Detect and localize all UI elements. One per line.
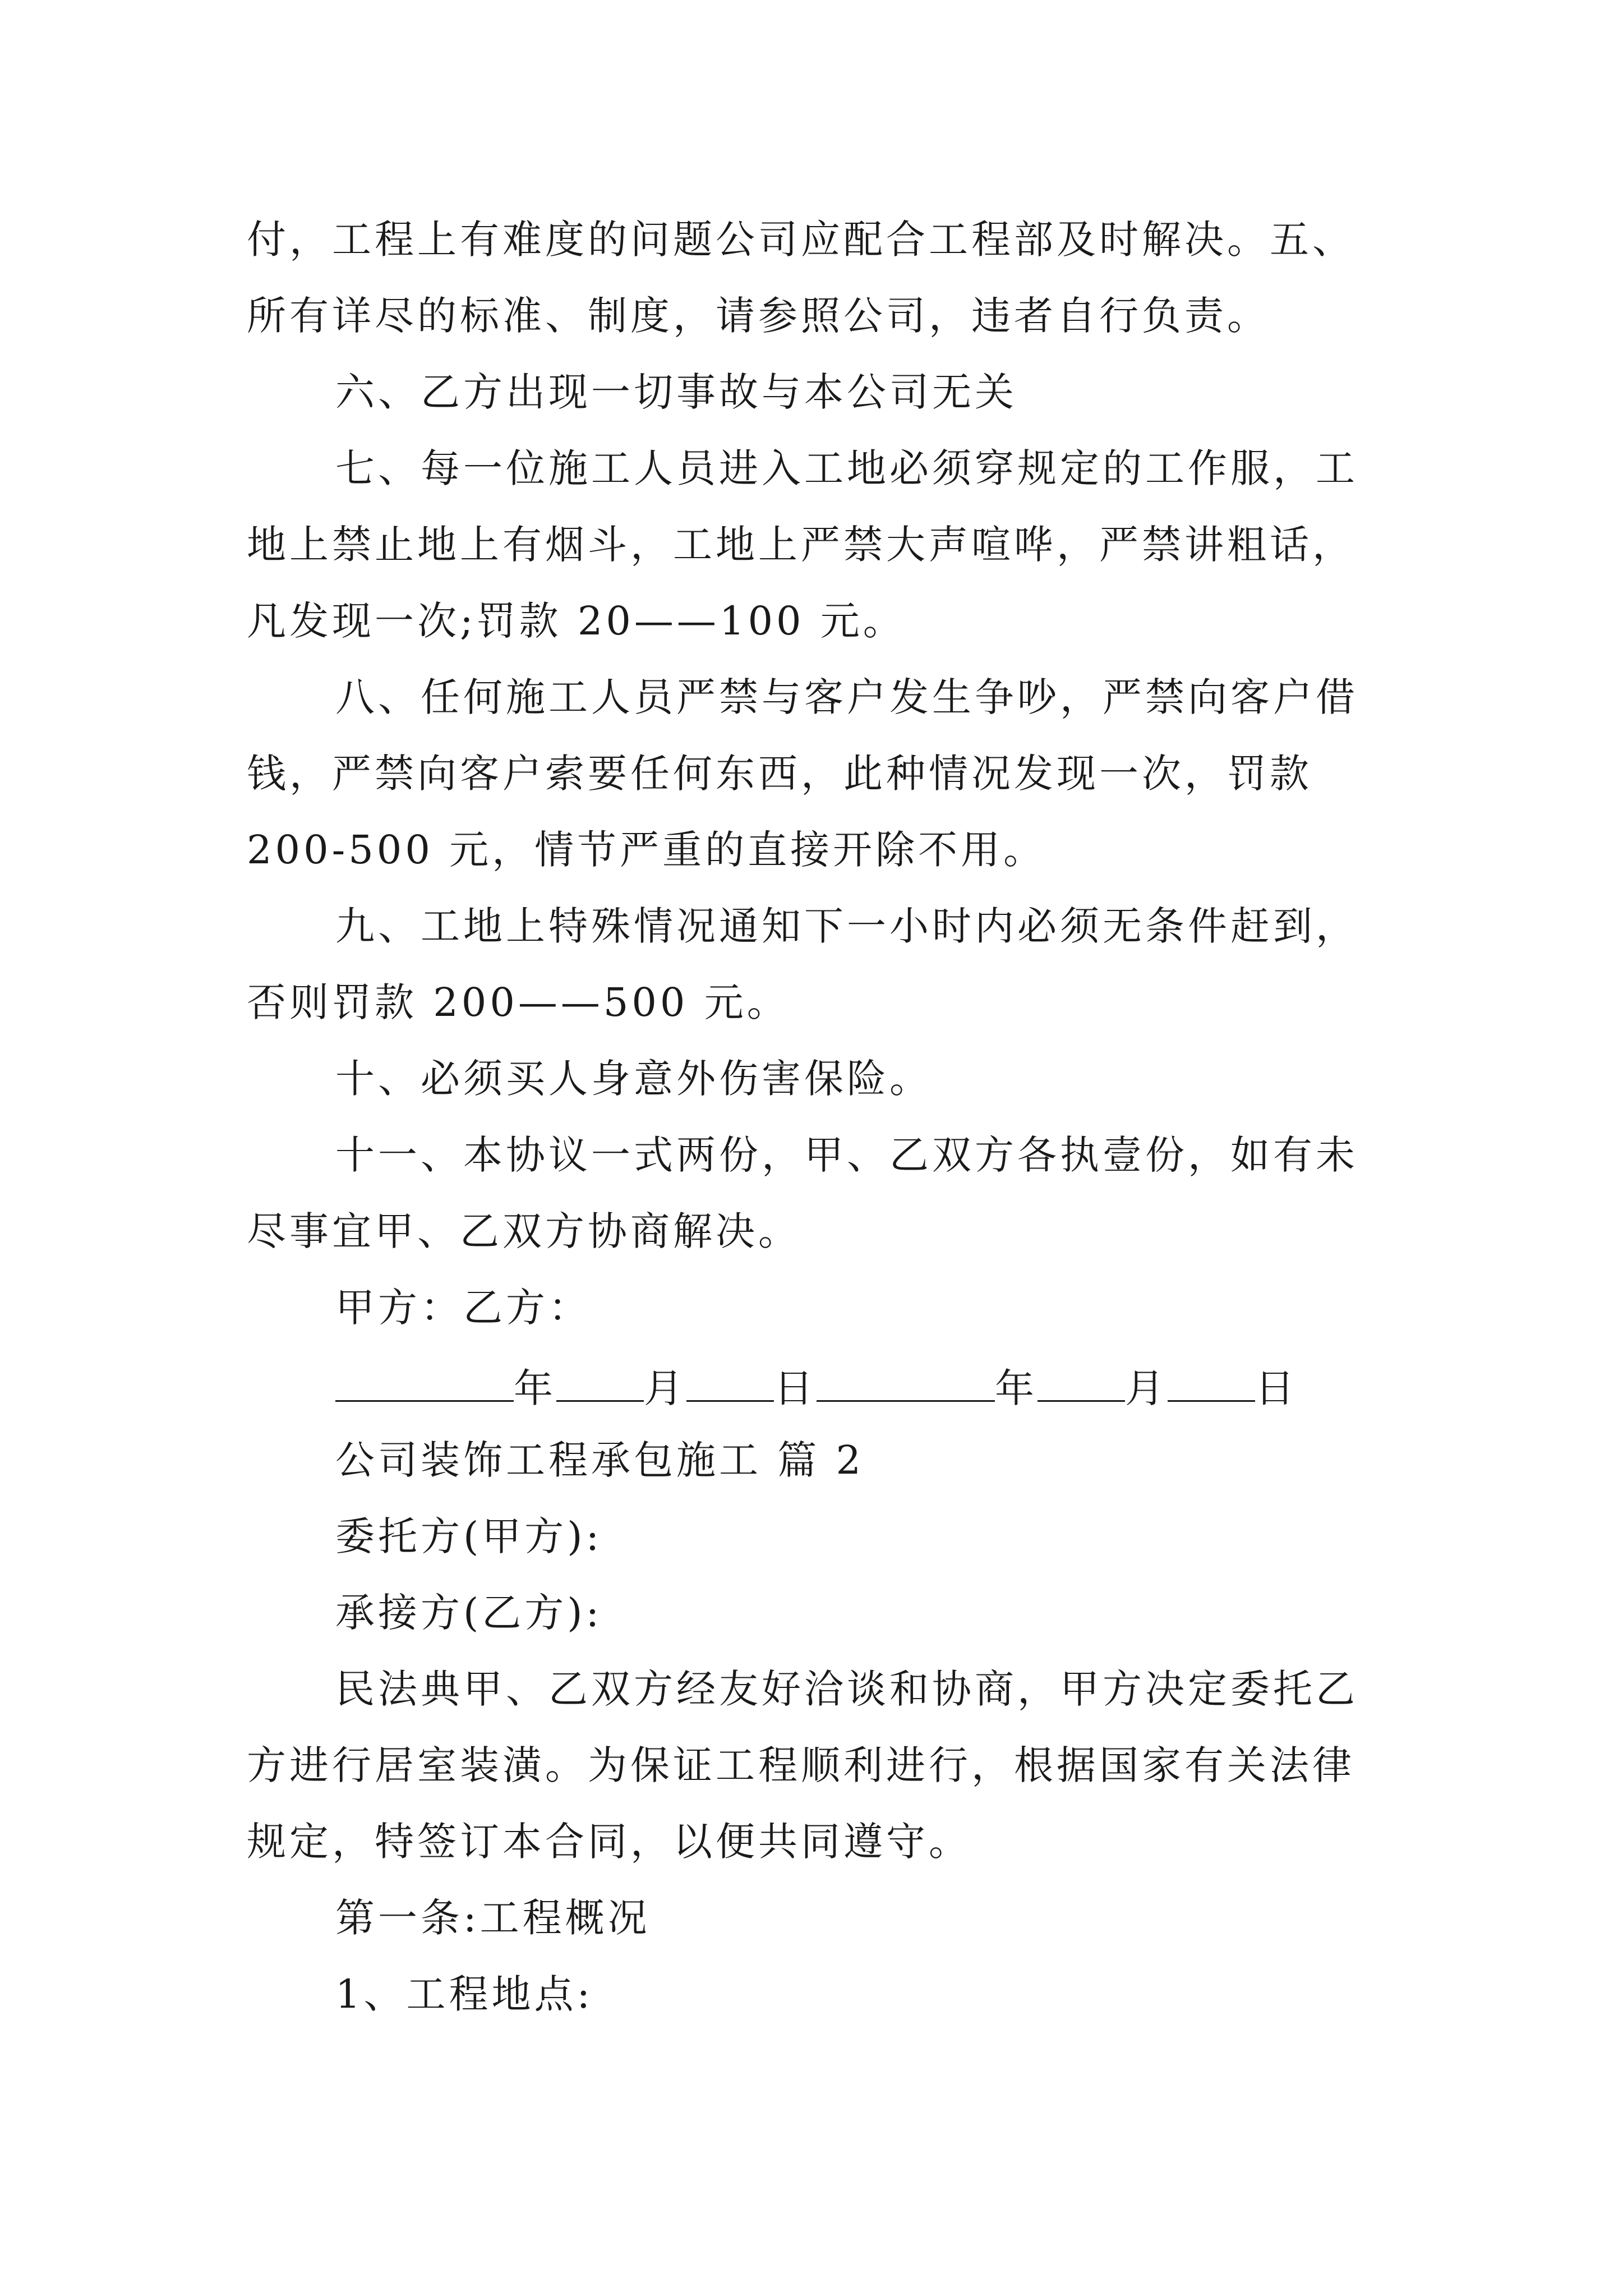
item-1: 1、工程地点: xyxy=(335,1971,594,2017)
paragraph-line: 地上禁止地上有烟斗，工地上严禁大声喧哗，严禁讲粗话， xyxy=(247,522,1355,568)
month-label: 月 xyxy=(1125,1365,1168,1411)
paragraph-line: 钱，严禁向客户索要任何东西，此种情况发现一次，罚款 xyxy=(247,751,1312,797)
date-blank xyxy=(1038,1364,1125,1402)
clause-8: 八、任何施工人员严禁与客户发生争吵，严禁向客户借 xyxy=(335,674,1358,720)
paragraph-line: 付，工程上有难度的问题公司应配合工程部及时解决。五、 xyxy=(247,217,1355,263)
year-label: 年 xyxy=(514,1365,556,1411)
day-label: 日 xyxy=(774,1365,817,1411)
preamble: 民法典甲、乙双方经友好洽谈和协商，甲方决定委托乙 xyxy=(335,1666,1358,1712)
paragraph-line: 规定，特签订本合同，以便共同遵守。 xyxy=(247,1819,971,1865)
date-line xyxy=(335,1364,1298,1411)
month-label: 月 xyxy=(644,1365,686,1411)
clause-11: 十一、本协议一式两份，甲、乙双方各执壹份，如有未 xyxy=(335,1132,1358,1178)
day-label: 日 xyxy=(1255,1365,1298,1411)
client-label: 委托方(甲方): xyxy=(335,1513,603,1559)
year-label: 年 xyxy=(995,1365,1038,1411)
date-blank xyxy=(817,1364,995,1402)
paragraph-line: 否则罚款 200——500 元。 xyxy=(247,979,790,1025)
clause-10: 十、必须买人身意外伤害保险。 xyxy=(335,1056,932,1102)
paragraph-line: 方进行居室装潢。为保证工程顺利进行，根据国家有关法律 xyxy=(247,1742,1355,1788)
clause-7: 七、每一位施工人员进入工地必须穿规定的工作服，工 xyxy=(335,445,1358,491)
contractor-label: 承接方(乙方): xyxy=(335,1590,603,1636)
date-blank xyxy=(1168,1364,1255,1402)
signature-parties: 甲方：乙方： xyxy=(335,1285,591,1331)
paragraph-line: 200-500 元，情节严重的直接开除不用。 xyxy=(247,827,1046,873)
clause-9: 九、工地上特殊情况通知下一小时内必须无条件赶到， xyxy=(335,903,1358,949)
paragraph-line: 凡发现一次;罚款 20——100 元。 xyxy=(247,598,906,644)
paragraph-line: 尽事宜甲、乙双方协商解决。 xyxy=(247,1208,801,1254)
date-blank xyxy=(556,1364,644,1402)
date-blank xyxy=(335,1364,514,1402)
date-blank xyxy=(686,1364,774,1402)
paragraph-line: 所有详尽的标准、制度，请参照公司，违者自行负责。 xyxy=(247,293,1270,339)
section-title: 公司装饰工程承包施工 篇 2 xyxy=(335,1437,865,1483)
article-1-heading: 第一条:工程概况 xyxy=(335,1895,651,1941)
clause-6: 六、乙方出现一切事故与本公司无关 xyxy=(335,369,1017,415)
